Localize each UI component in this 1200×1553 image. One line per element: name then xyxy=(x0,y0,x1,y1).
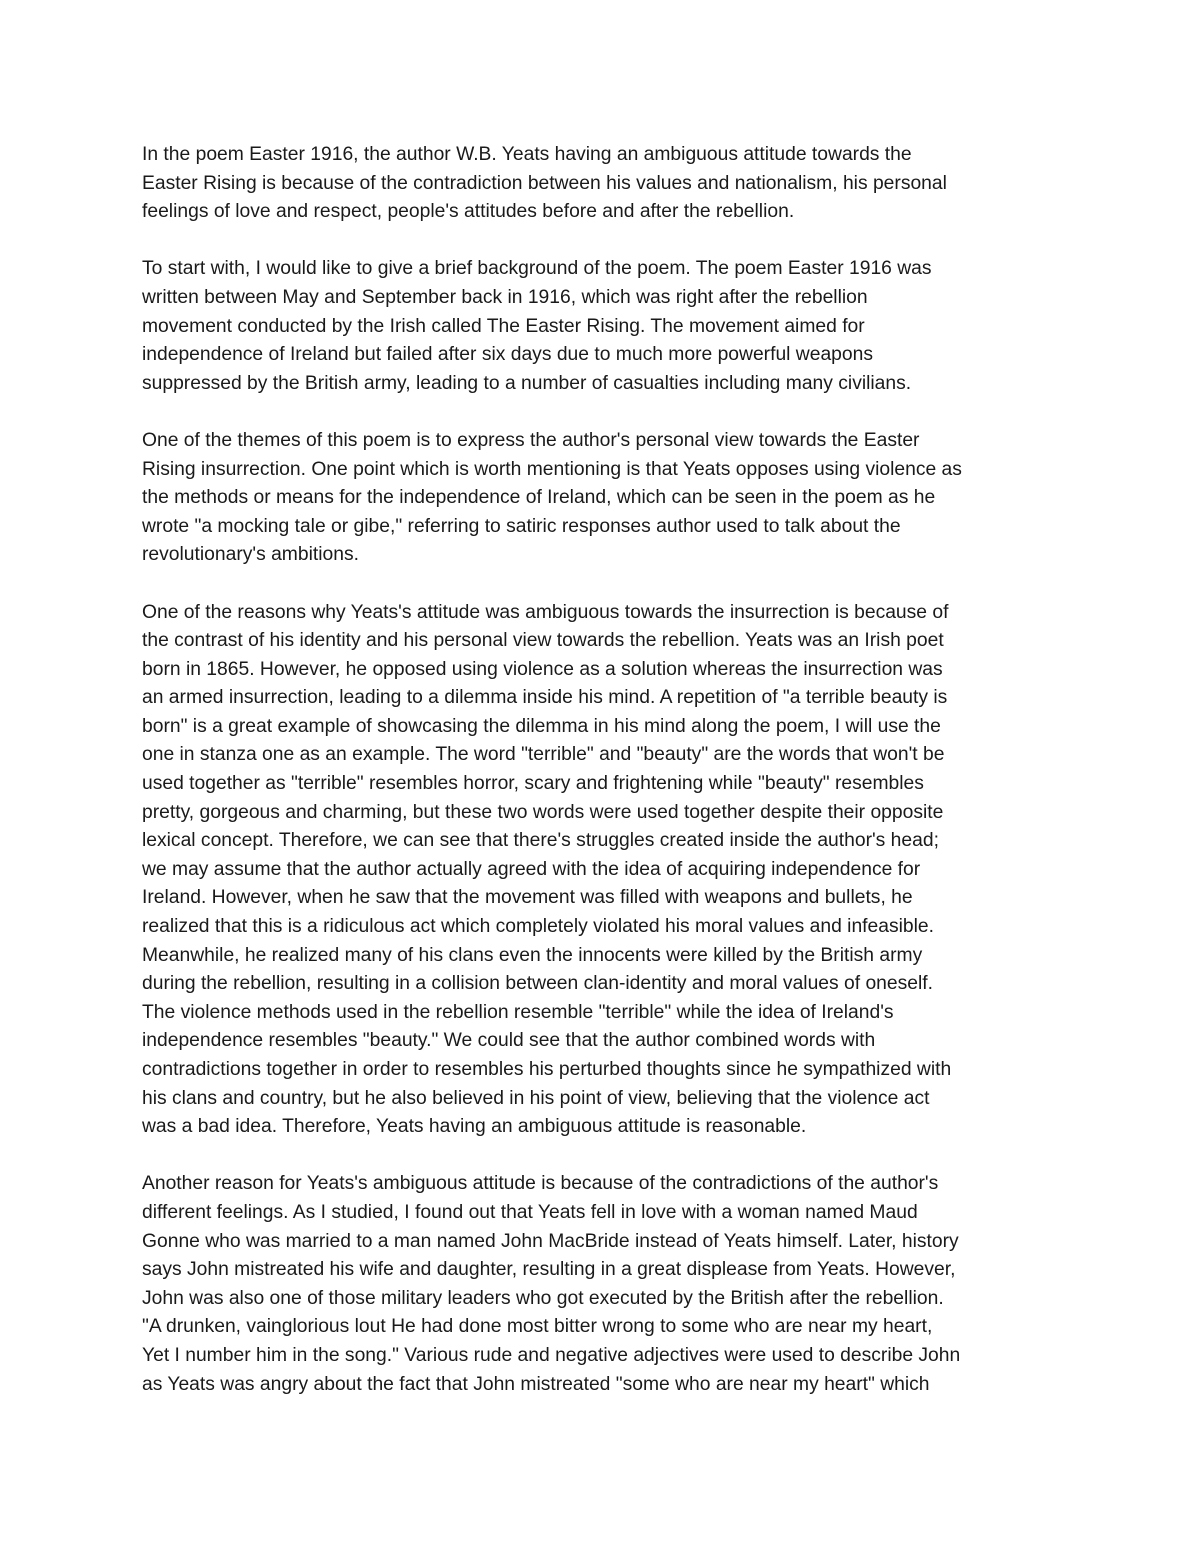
text-line: Meanwhile, he realized many of his clans even the innocents were killed by the British army xyxy=(142,944,923,966)
text-line: One of the themes of this poem is to express the author's personal view towards the Easter xyxy=(142,429,920,451)
text-line: says John mistreated his wife and daughter, resulting in a great displease from Yeats. However, xyxy=(142,1259,956,1281)
text-line: John was also one of those military leaders who got executed by the British after the rebellion. xyxy=(142,1287,944,1309)
text-line: his clans and country, but he also believed in his point of view, believing that the violence act xyxy=(142,1087,930,1109)
text-line: In the poem Easter 1916, the author W.B. Yeats having an ambiguous attitude towards the xyxy=(142,144,912,165)
paragraph xyxy=(142,141,1072,227)
text-line: Another reason for Yeats's ambiguous attitude is because of the contradictions of the author's xyxy=(142,1173,939,1195)
paragraph xyxy=(142,1170,1072,1399)
text-line: an armed insurrection, leading to a dilemma inside his mind. A repetition of "a terrible beauty is xyxy=(142,687,948,709)
text-line: as Yeats was angry about the fact that John mistreated "some who are near my heart" which xyxy=(142,1373,930,1395)
text-line: suppressed by the British army, leading to a number of casualties including many civilians. xyxy=(142,372,912,394)
text-line: born in 1865. However, he opposed using violence as a solution whereas the insurrection was xyxy=(142,658,943,680)
text-line: The violence methods used in the rebellion resemble "terrible" while the idea of Ireland's xyxy=(142,1001,894,1023)
text-line: we may assume that the author actually agreed with the idea of acquiring independence for xyxy=(142,858,921,880)
text-line: "A drunken, vainglorious lout He had done most bitter wrong to some who are near my heart, xyxy=(142,1316,933,1338)
text-line: realized that this is a ridiculous act which completely violated his moral values and infeasible. xyxy=(142,916,934,938)
text-line: Gonne who was married to a man named John MacBride instead of Yeats himself. Later, history xyxy=(142,1230,959,1252)
paragraph xyxy=(142,427,1072,570)
text-line: feelings of love and respect, people's attitudes before and after the rebellion. xyxy=(142,201,795,223)
text-line: different feelings. As I studied, I found out that Yeats fell in love with a woman named Maud xyxy=(142,1201,918,1223)
text-line: independence resembles "beauty." We could see that the author combined words with xyxy=(142,1030,876,1052)
text-line: revolutionary's ambitions. xyxy=(142,544,359,566)
text-line: was a bad idea. Therefore, Yeats having an ambiguous attitude is reasonable. xyxy=(142,1116,807,1138)
text-line: the methods or means for the independence of Ireland, which can be seen in the poem as he xyxy=(142,487,936,509)
text-line: Ireland. However, when he saw that the movement was filled with weapons and bullets, he xyxy=(142,887,913,909)
text-line: contradictions together in order to resembles his perturbed thoughts since he sympathized with xyxy=(142,1059,952,1080)
text-line: movement conducted by the Irish called The Easter Rising. The movement aimed for xyxy=(142,315,865,337)
text-line: Rising insurrection. One point which is worth mentioning is that Yeats opposes using violence as xyxy=(142,458,962,480)
paragraph xyxy=(142,255,1072,398)
document-page xyxy=(142,141,1072,1428)
text-line: To start with, I would like to give a brief background of the poem. The poem Easter 1916 was xyxy=(142,258,932,280)
text-line: pretty, gorgeous and charming, but these two words were used together despite their opposite xyxy=(142,801,944,823)
text-line: one in stanza one as an example. The word "terrible" and "beauty" are the words that won't be xyxy=(142,744,945,766)
text-line: born" is a great example of showcasing the dilemma in his mind along the poem, I will use the xyxy=(142,715,941,737)
text-line: independence of Ireland but failed after six days due to much more powerful weapons xyxy=(142,344,873,366)
text-line: One of the reasons why Yeats's attitude was ambiguous towards the insurrection is because of xyxy=(142,601,949,623)
text-line: during the rebellion, resulting in a collision between clan-identity and moral values of oneself. xyxy=(142,973,933,995)
text-line: wrote "a mocking tale or gibe," referring to satiric responses author used to talk about the xyxy=(142,515,901,537)
text-line: used together as "terrible" resembles horror, scary and frightening while "beauty" resembles xyxy=(142,773,924,795)
text-line: Easter Rising is because of the contradiction between his values and nationalism, his personal xyxy=(142,172,947,194)
text-line: the contrast of his identity and his personal view towards the rebellion. Yeats was an Irish poet xyxy=(142,630,944,652)
text-line: lexical concept. Therefore, we can see that there's struggles created inside the author's head; xyxy=(142,830,939,852)
text-line: written between May and September back in 1916, which was right after the rebellion xyxy=(142,286,868,308)
text-line: Yet I number him in the song." Various rude and negative adjectives were used to describe John xyxy=(142,1344,961,1366)
paragraph xyxy=(142,599,1072,1142)
